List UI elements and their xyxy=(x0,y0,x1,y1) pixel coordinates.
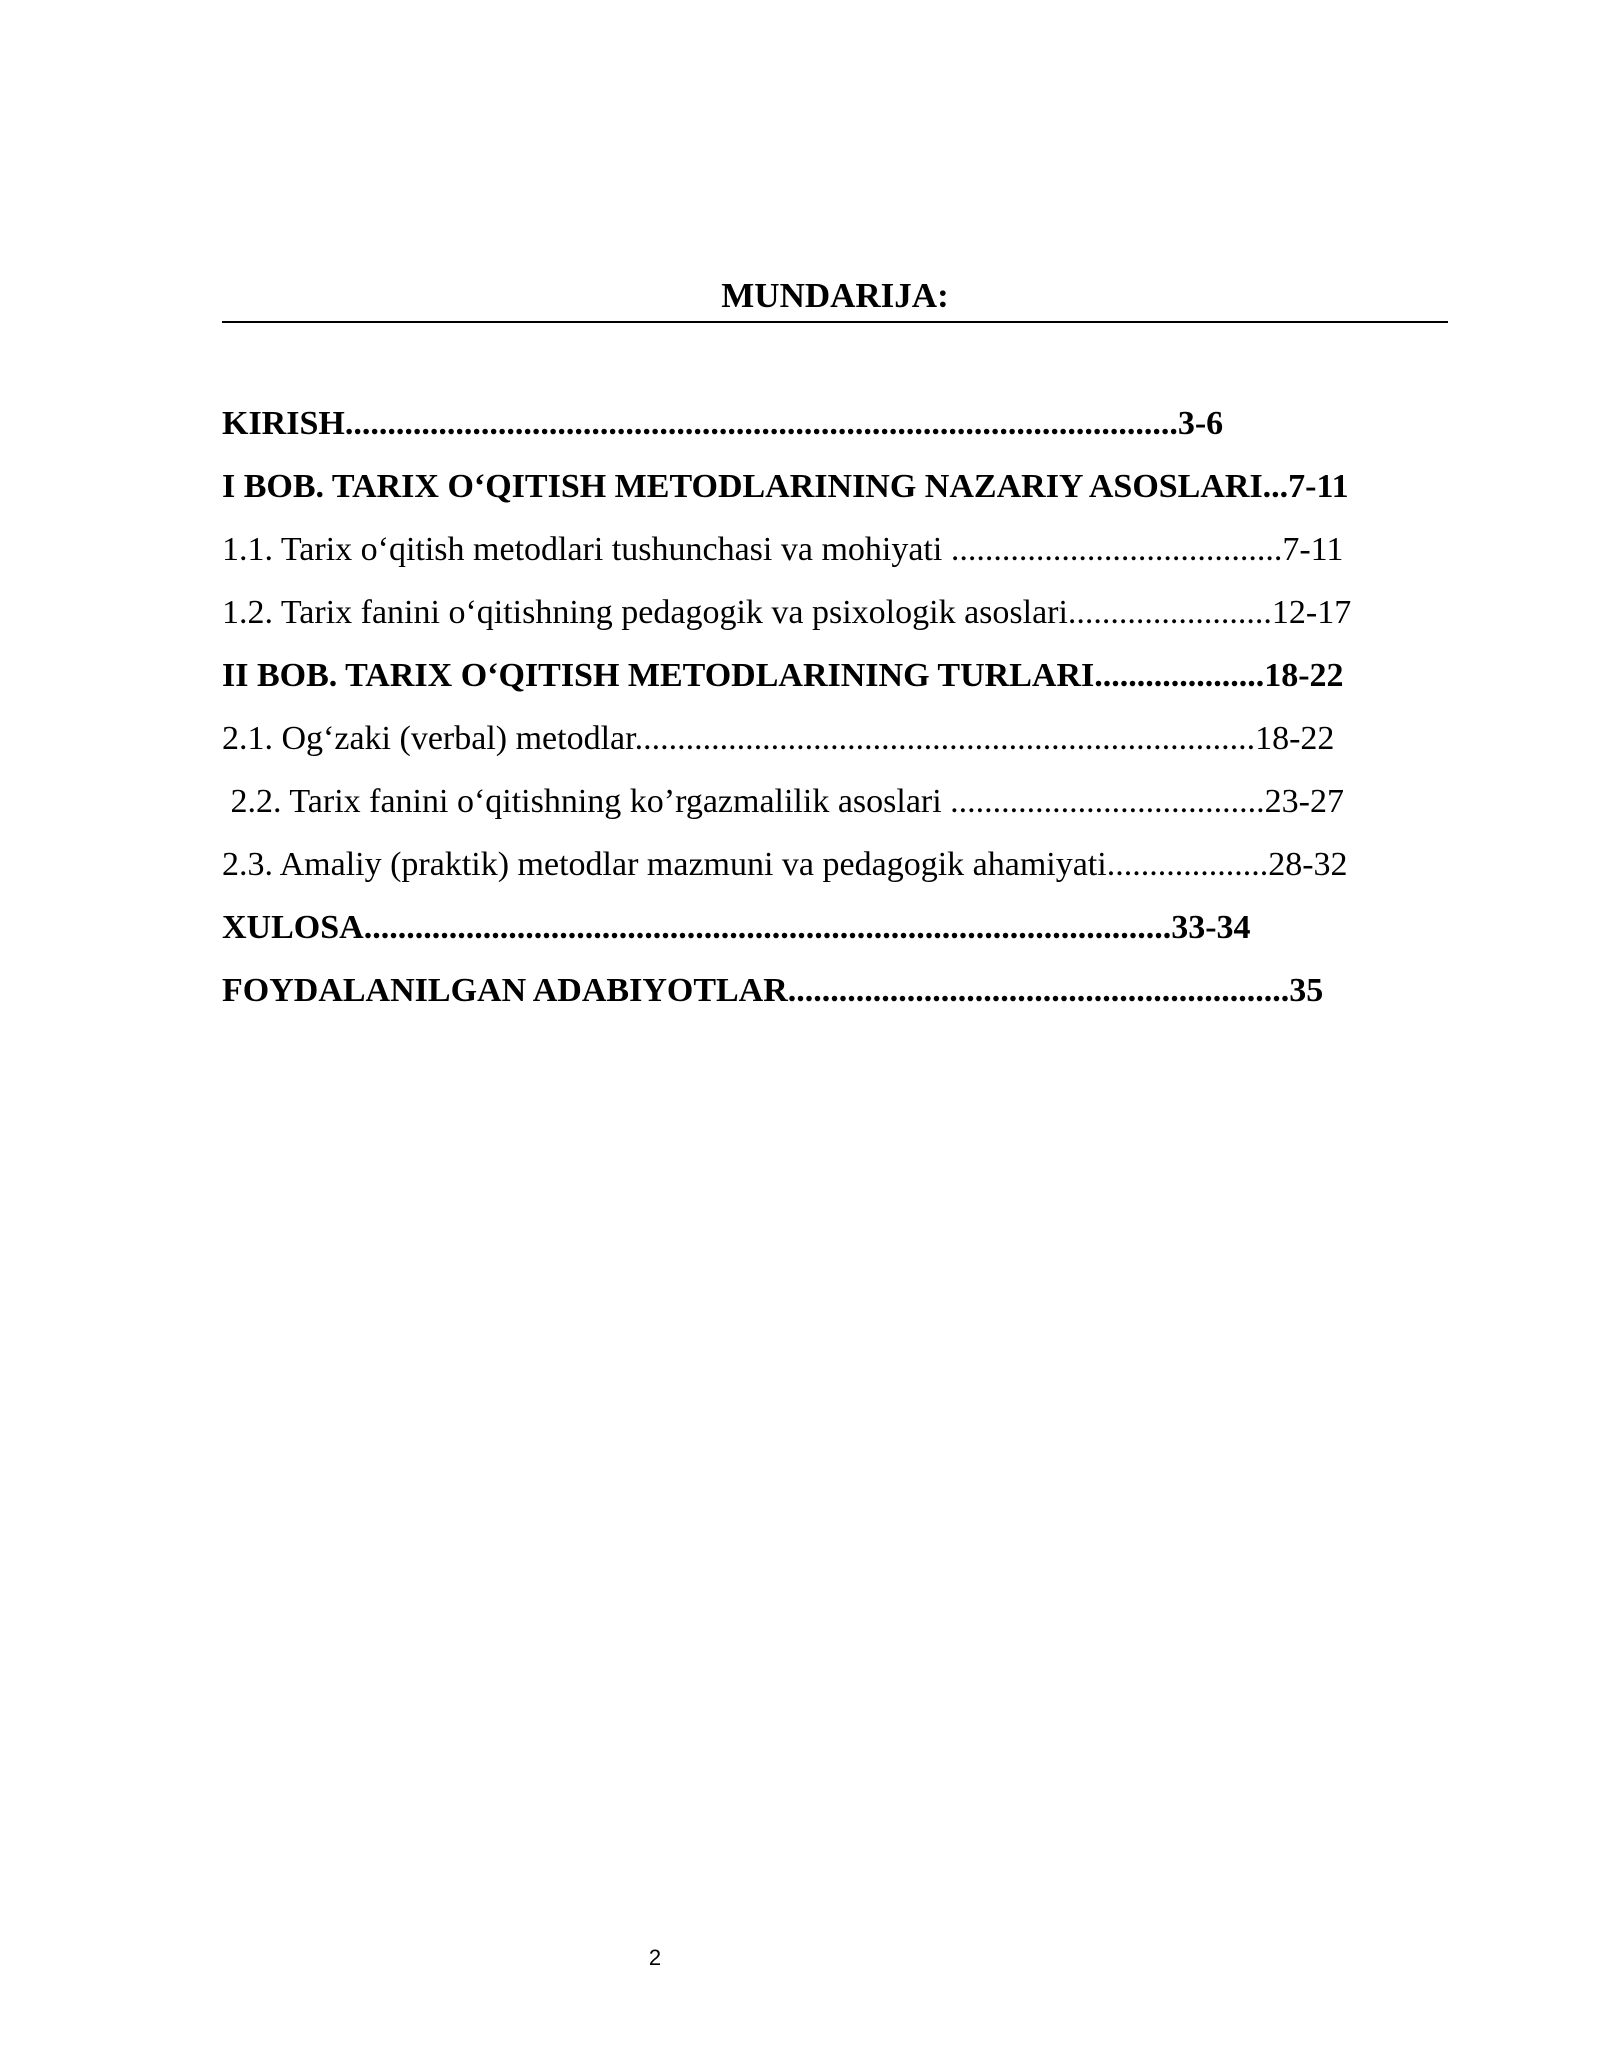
toc-entry[interactable]: 2.2. Tarix fanini o‘qitishning ko’rgazmalilik asoslari .....................................23-27 xyxy=(222,783,1344,820)
toc-entry[interactable]: KIRISH..................................................................................................3-6 xyxy=(222,405,1224,442)
toc-entry[interactable]: FOYDALANILGAN ADABIYOTLAR...........................................................35 xyxy=(222,972,1324,1009)
toc-entry[interactable]: 1.1. Tarix o‘qitish metodlari tushunchasi va mohiyati .......................................7-11 xyxy=(222,531,1344,568)
toc-title: MUNDARIJA: xyxy=(222,276,1448,323)
toc-entry[interactable]: 1.2. Tarix fanini o‘qitishning pedagogik va psixologik asoslari........................12-17 xyxy=(222,594,1352,631)
toc-entry[interactable]: XULOSA...............................................................................................33-34 xyxy=(222,909,1251,946)
toc-entry[interactable]: II BOB. TARIX O‘QITISH METODLARINING TURLARI....................18-22 xyxy=(222,657,1344,694)
page-number: 2 xyxy=(648,1945,662,1970)
table-of-contents xyxy=(222,400,1448,1030)
toc-entry[interactable]: 2.3. Amaliy (praktik) metodlar mazmuni va pedagogik ahamiyati...................28-32 xyxy=(222,846,1348,883)
toc-entry[interactable]: 2.1. Og‘zaki (verbal) metodlar.........................................................................18-22 xyxy=(222,720,1335,757)
toc-entry[interactable]: I BOB. TARIX O‘QITISH METODLARINING NAZARIY ASOSLARI...7-11 xyxy=(222,468,1349,505)
